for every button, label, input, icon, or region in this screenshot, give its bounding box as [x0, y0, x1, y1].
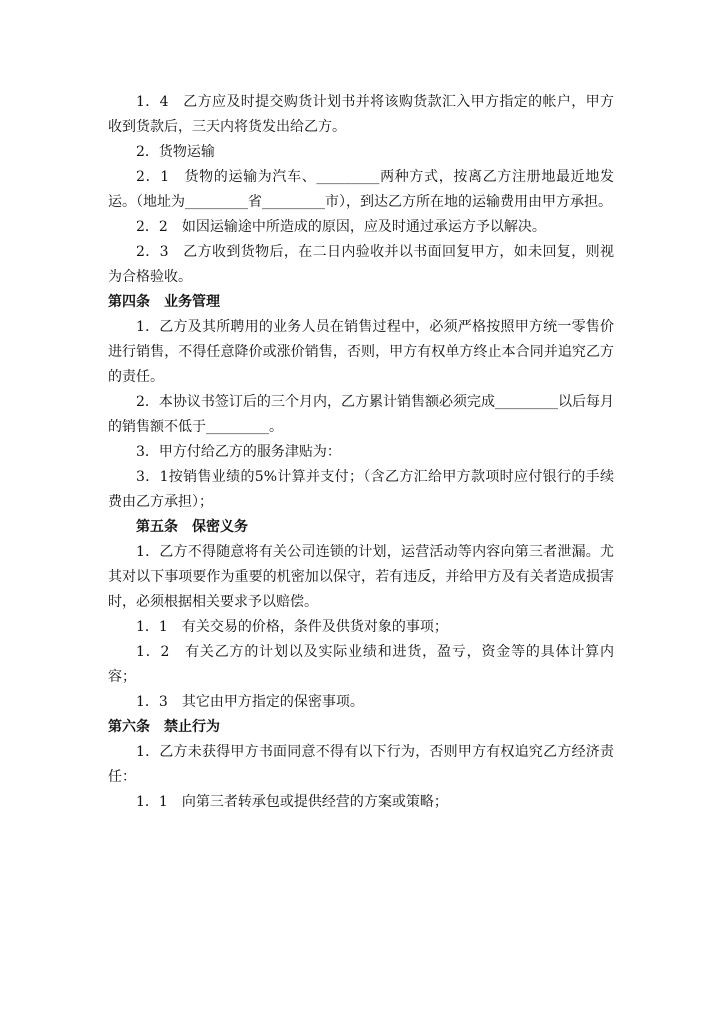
section-goods-transport: 2．货物运输: [136, 144, 215, 160]
clause-2-1: 2．1 货物的运输为汽车、_________两种方式，按离乙方注册地最近地发运。（地址为_________省_________市），到达乙方所在地的运输费用由甲方承担。: [108, 169, 614, 210]
article-6-item-1: 1．乙方未获得甲方书面同意不得有以下行为，否则甲方有权追究乙方经济责任：: [108, 744, 614, 785]
clause-2-2: 2．2 如因运输途中所造成的原因，应及时通过承运方予以解决。: [136, 219, 546, 235]
article-5-heading: 第五条 保密义务: [136, 519, 248, 535]
article-4-item-3-1: 3．1按销售业绩的5%计算并支付；（含乙方汇给甲方款项时应付银行的手续费由乙方承担）；: [108, 469, 614, 510]
article-5-item-1: 1．乙方不得随意将有关公司连锁的计划，运营活动等内容向第三者泄漏。尤其对以下事项要作为重要的机密加以保守，若有违反，并给甲方及有关者造成损害时，必须根据相关要求予以赔偿。: [108, 544, 614, 610]
article-6-item-1-1: 1．1 向第三者转承包或提供经营的方案或策略；: [136, 794, 448, 810]
article-6-heading: 第六条 禁止行为: [108, 719, 220, 735]
article-5-item-1-2: 1．2 有关乙方的计划以及实际业绩和进货，盈亏，资金等的具体计算内容；: [108, 644, 614, 685]
article-4-item-2: 2．本协议书签订后的三个月内，乙方累计销售额必须完成_________以后每月的销售额不低于_________。: [108, 394, 614, 435]
article-4-heading: 第四条 业务管理: [108, 294, 220, 310]
article-5-item-1-1: 1．1 有关交易的价格，条件及供货对象的事项；: [136, 619, 448, 635]
article-5-item-1-3: 1．3 其它由甲方指定的保密事项。: [136, 694, 364, 710]
article-4-item-1: 1．乙方及其所聘用的业务人员在销售过程中，必须严格按照甲方统一零售价进行销售，不得任意降价或涨价销售，否则，甲方有权单方终止本合同并追究乙方的责任。: [108, 319, 614, 385]
article-4-item-3: 3．甲方付给乙方的服务津贴为：: [136, 444, 341, 460]
clause-1-4: 1．4 乙方应及时提交购货计划书并将该购货款汇入甲方指定的帐户，甲方收到货款后，三天内将货发出给乙方。: [108, 94, 614, 135]
clause-2-3: 2．3 乙方收到货物后，在二日内验收并以书面回复甲方，如未回复，则视为合格验收。: [108, 244, 614, 285]
document-body: [108, 90, 614, 815]
